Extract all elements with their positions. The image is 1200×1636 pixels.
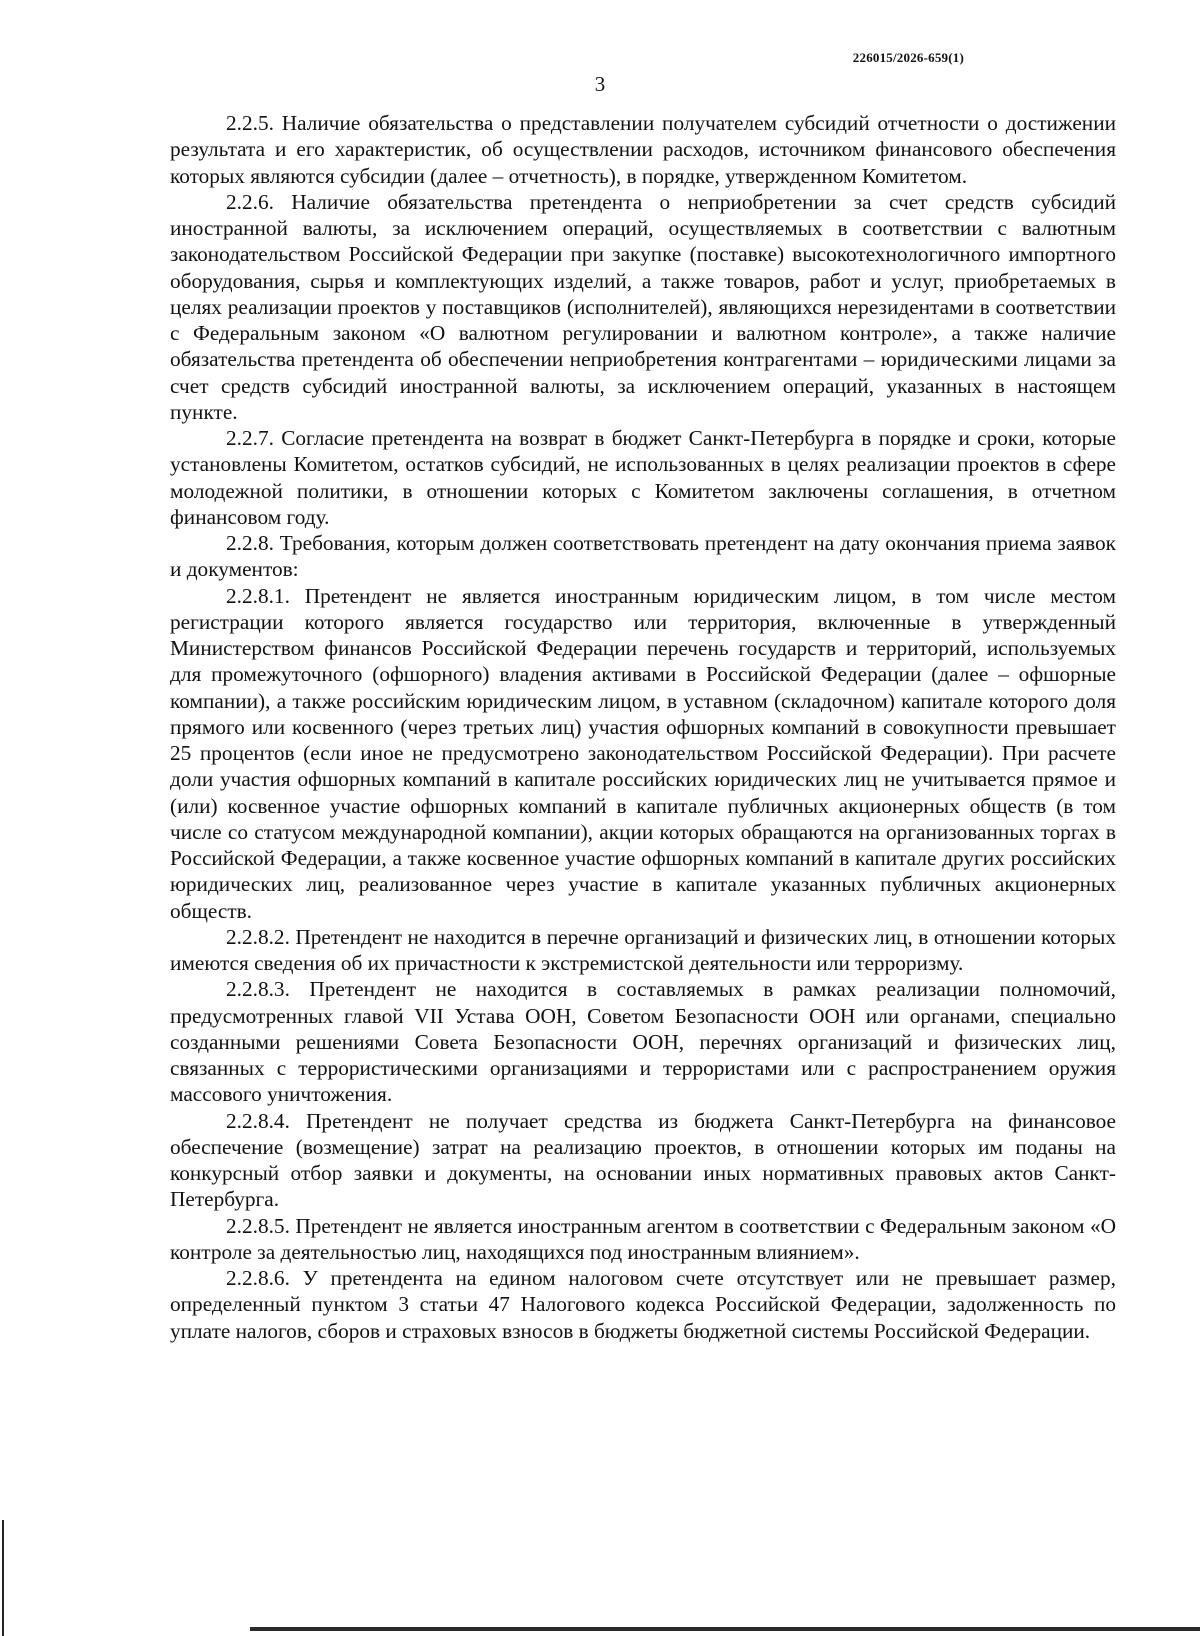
paragraph-2-2-8-4: 2.2.8.4. Претендент не получает средства из бюджета Санкт-Петербурга на финансовое обеспечение (возмещение) затрат на реализацию проектов, в отношении которых им поданы на конкурсный отбор заявки и документы, на основании иных нормативных правовых актов Санкт-Петербурга. [170, 1108, 1116, 1212]
paragraph-2-2-5: 2.2.5. Наличие обязательства о представлении получателем субсидий отчетности о достижении результата и его характеристик, об осуществлении расходов, источником финансового обеспечения которых являются субсидии (далее – отчетность), в порядке, утвержденном Комитетом. [170, 111, 1116, 188]
paragraph-2-2-8: 2.2.8. Требования, которым должен соответствовать претендент на дату окончания приема заявок и документов: [170, 531, 1116, 582]
paragraph-2-2-7: 2.2.7. Согласие претендента на возврат в бюджет Санкт-Петербурга в порядке и сроки, которые установлены Комитетом, остатков субсидий, не использованных в целях реализации проектов в сфере молодежной политики, в отношении которых с Комитетом заключены соглашения, в отчетном финансовом году. [170, 426, 1116, 529]
scan-edge-artifact [2, 1520, 4, 1636]
scan-bottom-artifact [250, 1627, 1200, 1631]
paragraph-2-2-8-2: 2.2.8.2. Претендент не находится в перечне организаций и физических лиц, в отношении которых имеются сведения об их причастности к экстремистской деятельности или терроризму. [170, 924, 1116, 975]
page-number: 3 [594, 72, 606, 96]
paragraph-2-2-8-1: 2.2.8.1. Претендент не является иностранным юридическим лицом, в том числе местом регистрации которого является государство или территория, включенные в утвержденный Министерством финансов Российской Федерации перечень государств и территорий, используемых для промежуточного (офшорного) владения активами в Российской Федерации (далее – офшорные компании), а также российским юридическим лицом, в уставном (складочном) капитале которого доля прямого или косвенного (через третьих лиц) участия офшорных компаний в совокупности превышает 25 процентов (если иное не предусмотрено законодательством Российской Федерации). При расчете доли участия офшорных компаний в капитале российских юридических лиц не учитывается прямое и (или) косвенное участие офшорных компаний в капитале публичных акционерных обществ (в том числе со статусом международной компании), акции которых обращаются на организованных торгах в Российской Федерации, а также косвенное участие офшорных компаний в капитале других российских юридических лиц, реализованное через участие в капитале указанных публичных акционерных обществ. [170, 583, 1116, 923]
paragraph-2-2-6: 2.2.6. Наличие обязательства претендента о неприобретении за счет средств субсидий иностранной валюты, за исключением операций, осуществляемых в соответствии с валютным законодательством Российской Федерации при закупке (поставке) высокотехнологичного импортного оборудования, сырья и комплектующих изделий, а также товаров, работ и услуг, приобретаемых в целях реализации проектов у поставщиков (исполнителей), являющихся нерезидентами в соответствии с Федеральным законом «О валютном регулировании и валютном контроле», а также наличие обязательства претендента об обеспечении неприобретения контрагентами – юридическими лицами за счет средств субсидий иностранной валюты, за исключением операций, указанных в настоящем пункте. [170, 189, 1116, 424]
paragraph-2-2-8-3: 2.2.8.3. Претендент не находится в составляемых в рамках реализации полномочий, предусмотренных главой VII Устава ООН, Советом Безопасности ООН или органами, специально созданными решениями Совета Безопасности ООН, перечнях организаций и физических лиц, связанных с террористическими организациями и террористами или с распространением оружия массового уничтожения. [170, 977, 1116, 1107]
paragraph-2-2-8-5: 2.2.8.5. Претендент не является иностранным агентом в соответствии с Федеральным законом «О контроле за деятельностью лиц, находящихся под иностранным влиянием». [170, 1213, 1116, 1264]
document-registration-number: 226015/2026-659(1) [852, 50, 964, 65]
document-body [170, 110, 1116, 1344]
paragraph-2-2-8-6: 2.2.8.6. У претендента на едином налоговом счете отсутствует или не превышает размер, определенный пунктом 3 статьи 47 Налогового кодекса Российской Федерации, задолженность по уплате налогов, сборов и страховых взносов в бюджеты бюджетной системы Российской Федерации. [170, 1266, 1116, 1343]
